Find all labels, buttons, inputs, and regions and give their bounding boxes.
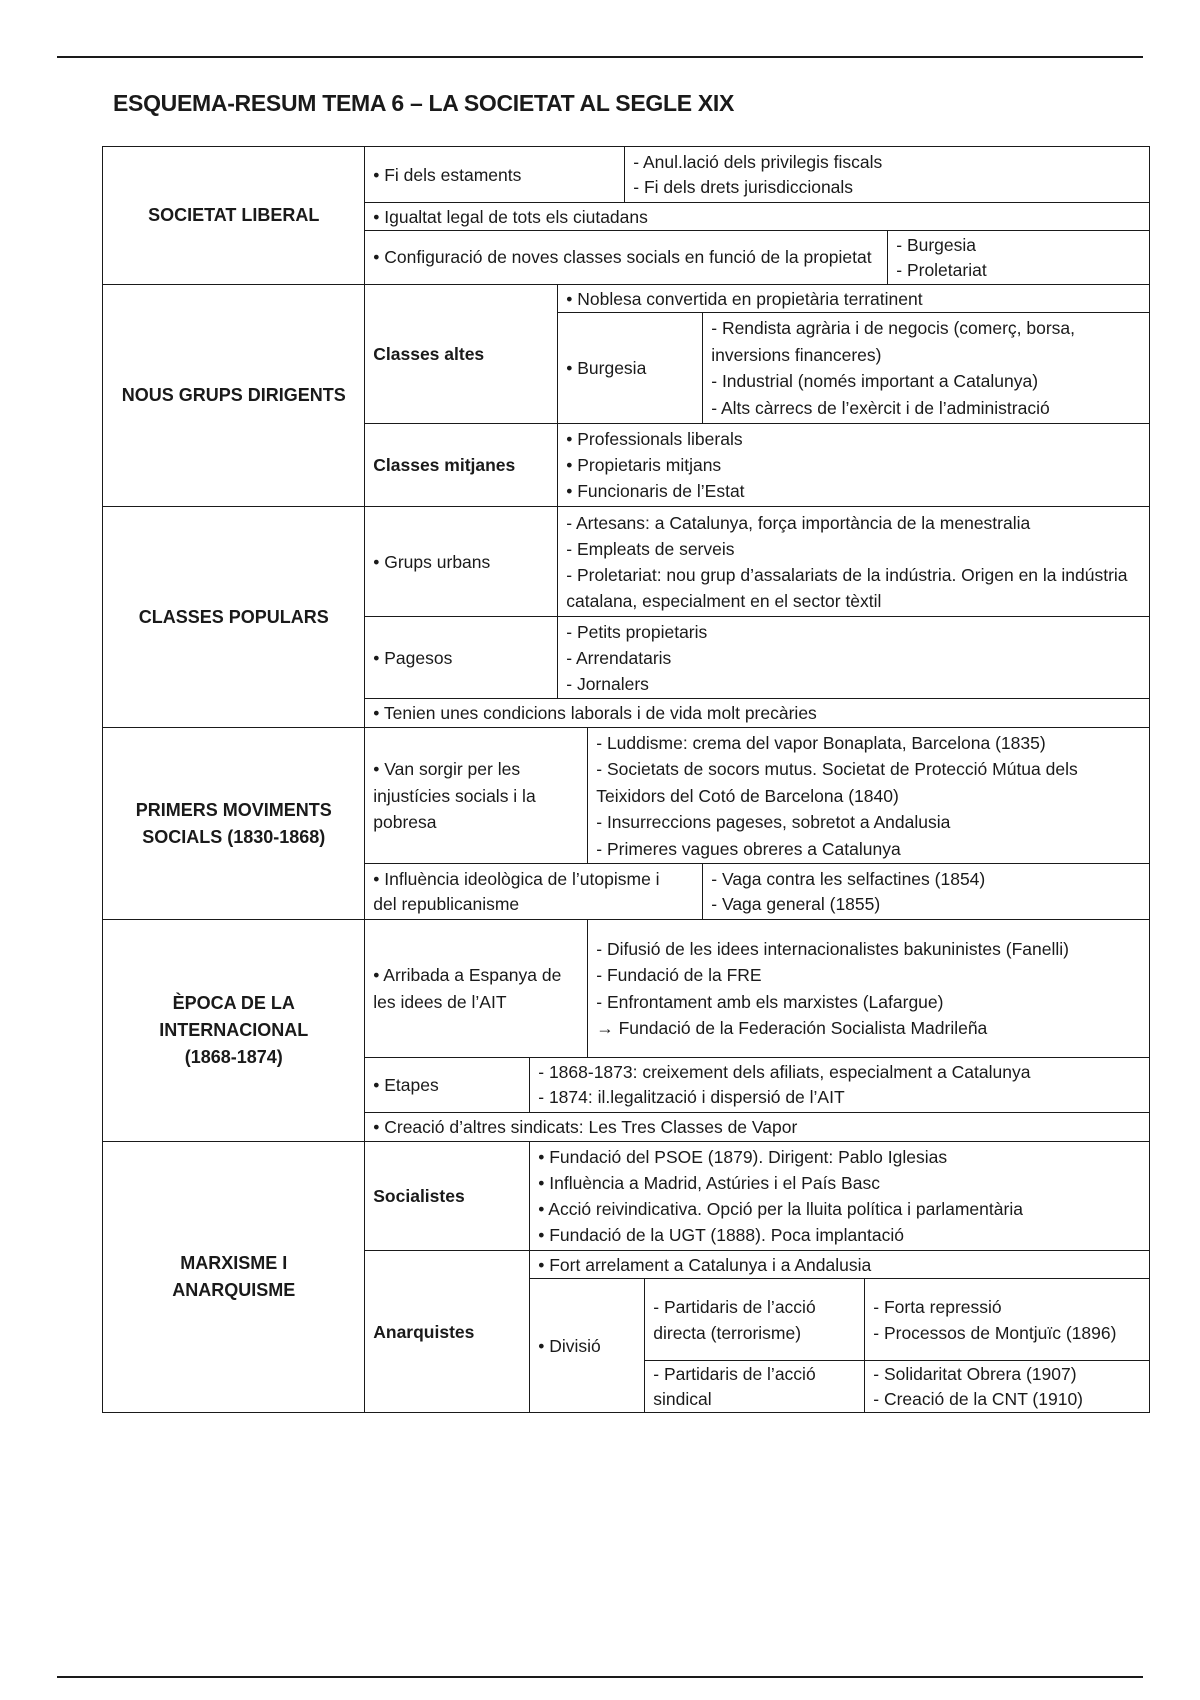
list-item: • Fundació de la UGT (1888). Poca implantació xyxy=(538,1225,904,1246)
list-item: - Proletariat: nou grup d’assalariats de la indústria. Origen en la indústria catalana, especialment en el sector tèxtil xyxy=(566,564,1133,611)
cell-text: • Fort arrelament a Catalunya i a Andalusia xyxy=(538,1254,872,1275)
category-societat-liberal xyxy=(102,146,365,285)
cell-influencia xyxy=(364,863,703,920)
cell-text: • Arribada a Espanya de les idees de l’AIT xyxy=(373,965,562,1012)
cell-etapes-items xyxy=(529,1057,1150,1113)
cell-accio-sindical xyxy=(644,1360,865,1413)
cell-urbans-items xyxy=(557,506,1150,617)
cell-text: • Igualtat legal de tots els ciutadans xyxy=(373,206,648,227)
list-item: - Processos de Montjuïc (1896) xyxy=(873,1322,1117,1343)
cell-grups-urbans xyxy=(364,506,558,617)
cell-socialistes-items xyxy=(529,1141,1150,1251)
cell-text: • Burgesia xyxy=(566,358,647,378)
category-label: PRIMERS MOVIMENTS SOCIALS (1830-1868) xyxy=(135,799,332,847)
cell-divisio xyxy=(529,1278,645,1413)
list-item: - Fi dels drets jurisdiccionals xyxy=(633,176,854,197)
list-item: - Primeres vagues obreres a Catalunya xyxy=(596,838,901,859)
cell-accio-sindical-items xyxy=(864,1360,1150,1413)
list-item: - Difusió de les idees internacionalistes bakuninistes (Fanelli) xyxy=(596,938,1069,959)
list-item: - Fundació de la FRE xyxy=(596,965,762,986)
category-marxisme-anarquisme xyxy=(102,1141,365,1413)
list-item: - 1874: il.legalització i dispersió de l’AIT xyxy=(538,1087,845,1108)
list-item: - Solidaritat Obrera (1907) xyxy=(873,1363,1077,1384)
cell-condicions xyxy=(364,698,1150,728)
cell-text: - Partidaris de l’acció directa (terrorisme) xyxy=(653,1296,816,1343)
list-item: - Vaga general (1855) xyxy=(711,893,881,914)
cell-text: • Creació d’altres sindicats: Les Tres Classes de Vapor xyxy=(373,1117,798,1138)
cell-classes-altes xyxy=(364,284,558,424)
cell-text: • Pagesos xyxy=(373,647,453,668)
cell-text: • Divisió xyxy=(538,1335,601,1356)
cell-anarquistes xyxy=(364,1250,530,1413)
cell-text: • Van sorgir per les injustícies socials i la pobresa xyxy=(373,759,536,832)
list-item: - Vaga contra les selfactines (1854) xyxy=(711,868,986,889)
cell-text: • Grups urbans xyxy=(373,551,491,572)
cell-text: • Tenien unes condicions laborals i de vida molt precàries xyxy=(373,703,817,724)
list-item: - Societats de socors mutus. Societat de Protecció Mútua dels Teixidors del Cotó de Barcelona (1840) xyxy=(596,759,1083,806)
list-item: - Proletariat xyxy=(896,259,987,280)
list-item: - Arrendataris xyxy=(566,647,672,668)
cell-sorgir-items xyxy=(587,727,1150,864)
category-classes-populars xyxy=(102,506,365,728)
list-item: - Luddisme: crema del vapor Bonaplata, Barcelona (1835) xyxy=(596,732,1046,753)
cell-influencia-items xyxy=(702,863,1150,920)
list-item: → Fundació de la Federación Socialista Madrileña xyxy=(596,1018,988,1039)
category-epoca-internacional xyxy=(102,919,365,1142)
cell-igualtat xyxy=(364,202,1150,231)
category-label: NOUS GRUPS DIRIGENTS xyxy=(121,385,346,406)
cell-socialistes xyxy=(364,1141,530,1251)
list-item: - Burgesia xyxy=(896,234,977,255)
list-item: - Artesans: a Catalunya, força importància de la menestralia xyxy=(566,512,1031,533)
cell-arribada xyxy=(364,919,588,1058)
cell-creacio xyxy=(364,1112,1150,1142)
list-item: - Petits propietaris xyxy=(566,621,708,642)
cell-noblesa xyxy=(557,284,1150,313)
list-item: • Acció reivindicativa. Opció per la lluita política i parlamentària xyxy=(538,1199,1023,1220)
cell-pagesos-items xyxy=(557,616,1150,699)
category-label: CLASSES POPULARS xyxy=(138,606,329,627)
cell-accio-directa-items xyxy=(864,1278,1150,1361)
category-label: SOCIETAT LIBERAL xyxy=(148,205,320,226)
list-item: - 1868-1873: creixement dels afiliats, especialment a Catalunya xyxy=(538,1062,1031,1083)
cell-fi-estaments xyxy=(364,146,625,203)
cell-text: - Partidaris de l’acció sindical xyxy=(653,1363,816,1409)
list-item: • Fundació del PSOE (1879). Dirigent: Pablo Iglesias xyxy=(538,1147,948,1168)
cell-etapes xyxy=(364,1057,530,1113)
category-nous-grups-dirigents xyxy=(102,284,365,507)
list-item: - Creació de la CNT (1910) xyxy=(873,1388,1084,1409)
list-item: - Anul.lació dels privilegis fiscals xyxy=(633,151,883,172)
cell-text: Classes mitjanes xyxy=(373,455,516,475)
page-title: ESQUEMA-RESUM TEMA 6 – LA SOCIETAT AL SEGLE XIX xyxy=(113,90,735,116)
cell-burgesia-items xyxy=(702,312,1150,424)
list-item: • Professionals liberals xyxy=(566,429,743,450)
list-item: • Influència a Madrid, Astúries i el País Basc xyxy=(538,1173,880,1194)
cell-fort-arrelament xyxy=(529,1250,1150,1279)
cell-arribada-items xyxy=(587,919,1150,1058)
cell-accio-directa xyxy=(644,1278,865,1361)
cell-fi-estaments-items xyxy=(624,146,1150,203)
cell-configuracio xyxy=(364,230,888,285)
category-label: MARXISME I ANARQUISME xyxy=(172,1253,296,1301)
list-item: - Alts càrrecs de l’exèrcit i de l’administració xyxy=(711,397,1050,418)
list-item: - Jornalers xyxy=(566,673,649,694)
cell-configuracio-items xyxy=(887,230,1150,285)
cell-text: • Influència ideològica de l’utopisme i del republicanisme xyxy=(373,868,660,914)
list-item: - Industrial (només important a Catalunya) xyxy=(711,371,1039,392)
cell-text: • Configuració de noves classes socials en funció de la propietat xyxy=(373,247,872,268)
list-item: - Empleats de serveis xyxy=(566,538,735,559)
cell-pagesos xyxy=(364,616,558,699)
category-label: ÈPOCA DE LA INTERNACIONAL (1868-1874) xyxy=(159,993,309,1068)
cell-burgesia xyxy=(557,312,703,424)
cell-text: Anarquistes xyxy=(373,1321,475,1342)
cell-text: Classes altes xyxy=(373,344,485,364)
cell-text: • Noblesa convertida en propietària terratinent xyxy=(566,288,923,309)
cell-mitjanes-items xyxy=(557,423,1150,507)
cell-text: • Fi dels estaments xyxy=(373,164,522,185)
list-item: - Insurreccions pageses, sobretot a Andalusia xyxy=(596,812,951,832)
top-rule xyxy=(57,56,1143,58)
list-item: - Forta repressió xyxy=(873,1296,1002,1317)
cell-sorgir xyxy=(364,727,588,864)
category-primers-moviments xyxy=(102,727,365,920)
cell-text: • Etapes xyxy=(373,1075,439,1095)
cell-classes-mitjanes xyxy=(364,423,558,507)
list-item: - Enfrontament amb els marxistes (Lafargue) xyxy=(596,991,944,1012)
list-item: • Propietaris mitjans xyxy=(566,455,722,476)
bottom-rule xyxy=(57,1676,1143,1678)
list-item: • Funcionaris de l’Estat xyxy=(566,481,745,502)
list-item: - Rendista agrària i de negocis (comerç, borsa, inversions financeres) xyxy=(711,318,1080,365)
cell-text: Socialistes xyxy=(373,1186,465,1206)
